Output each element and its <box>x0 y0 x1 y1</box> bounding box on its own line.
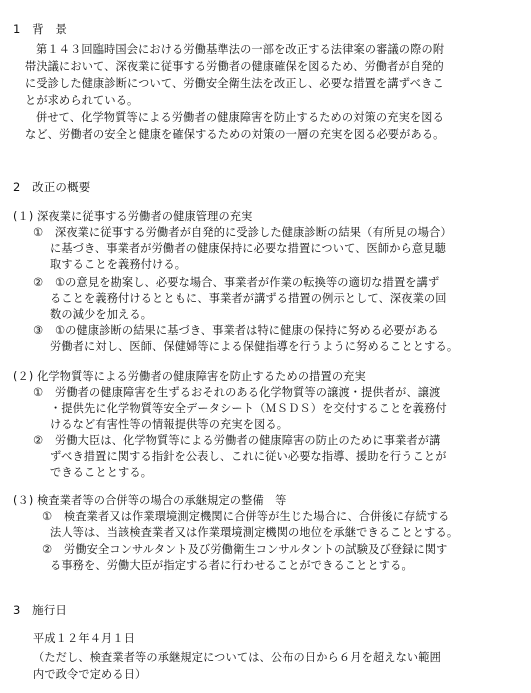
sub1-item3-line2: 労働者に対し、医師、保健婦等による保健指導を行うように努めることとする。 <box>50 340 459 353</box>
sub1-item1-line2: に基づき、事業者が労働者の健康保持に必要な措置について、医師から意見聴 <box>50 242 446 255</box>
sub2-item2-line3: できることとする。 <box>50 466 153 479</box>
sub2-item1-marker: ① <box>33 386 44 399</box>
sub2-item2-line2: ずべき措置に関する指針を公表し、これに従い必要な指導、援助を行うことが <box>50 450 447 463</box>
sub3-item1-line2: 法人等は、当該検査業者又は作業環境測定機関の地位を承継できることとする。 <box>50 526 459 539</box>
sub3-heading: (３) 検査業者等の合併等の場合の承継規定の整備 等 <box>13 494 287 507</box>
sub1-item2-line1: ①の意見を勘案し、必要な場合、事業者が作業の転換等の適切な措置を講ず <box>55 276 440 289</box>
section1-p1-line3: に受診した健康診断について、労働安全衛生法を改正し、必要な措置を講ずべきこ <box>25 77 444 90</box>
section1-p2-line1: 併せて、化学物質等による労働者の健康障害を防止するための対策の充実を図る <box>36 111 444 124</box>
section1-p1-line1: 第１４３回臨時国会における労働基準法の一部を改正する法律案の審議の際の附 <box>36 43 445 56</box>
section3-heading: 3 施行日 <box>13 603 68 617</box>
sub1-item2-line2: ることを義務付けるとともに、事業者が講ずる措置の例示として、深夜業の回 <box>50 292 447 305</box>
sub2-item1-line1: 労働者の健康障害を生ずるおそれのある化学物質等の譲渡・提供者が、譲渡 <box>55 386 441 399</box>
sub3-item1-line1: 検査業者又は作業環境測定機関に合併等が生じた場合に、合併後に存続する <box>64 510 450 523</box>
section1-p2-line2: など、労働者の安全と健康を確保するための対策の一層の充実を図る必要がある。 <box>25 128 445 141</box>
sub2-item2-marker: ② <box>33 434 44 447</box>
sub1-item3-marker: ③ <box>33 324 44 337</box>
section3-note-line2: 内で政令で定める日） <box>33 668 147 681</box>
sub2-item2-line1: 労働大臣は、化学物質等による労働者の健康障害の防止のために事業者が講 <box>55 434 441 447</box>
sub3-item2-line2: る事務を、労働大臣が指定する者に行わせることができることとする。 <box>50 559 413 572</box>
sub2-item1-line2: ・提供先に化学物質等安全データシート（ＭＳＤＳ）を交付することを義務付 <box>50 402 447 415</box>
sub1-item2-line3: 数の減少を加える。 <box>50 308 153 321</box>
sub2-item1-line3: けるなど有害性等の情報提供等の充実を図る。 <box>50 418 289 431</box>
section2-heading: 2 改正の概要 <box>13 180 91 194</box>
sub3-item2-line1: 労働安全コンサルタント及び労働衛生コンサルタントの試験及び登録に関す <box>64 543 448 556</box>
sub3-item1-marker: ① <box>42 510 53 523</box>
sub1-item1-line3: 取することを義務付ける。 <box>50 258 187 271</box>
section1-p1-line4: とが求められている。 <box>25 94 139 107</box>
section1-heading: 1 背 景 <box>13 22 68 36</box>
sub2-heading: (２) 化学物質等による労働者の健康障害を防止するための措置の充実 <box>13 370 366 383</box>
section1-p1-line2: 帯決議において、深夜業に従事する労働者の健康確保を図るため、労働者が自発的 <box>25 60 444 73</box>
section3-note-line1: （ただし、検査業者等の承継規定については、公布の日から６月を超えない範囲 <box>33 651 441 664</box>
sub1-item2-marker: ② <box>33 276 44 289</box>
sub1-heading: (１) 深夜業に従事する労働者の健康管理の充実 <box>13 210 253 223</box>
sub1-item1-marker: ① <box>33 226 44 239</box>
section3-date: 平成１２年４月１日 <box>33 632 136 645</box>
sub1-item3-line1: ①の健康診断の結果に基づき、事業者は特に健康の保持に努める必要がある <box>55 324 439 337</box>
sub1-item1-line1: 深夜業に従事する労働者が自発的に受診した健康診断の結果（有所見の場合） <box>55 226 452 239</box>
sub3-item2-marker: ② <box>42 543 53 556</box>
